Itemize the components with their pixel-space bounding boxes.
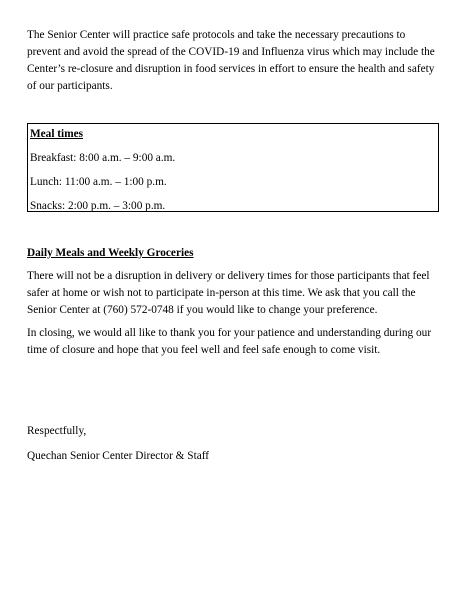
lunch-time: Lunch: 11:00 a.m. – 1:00 p.m. xyxy=(30,176,167,188)
meal-times-heading: Meal times xyxy=(30,128,84,140)
snacks-time: Snacks: 2:00 p.m. – 3:00 p.m. xyxy=(30,200,166,212)
signature: Quechan Senior Center Director & Staff xyxy=(27,450,210,462)
document-page xyxy=(27,27,441,95)
daily-meals-heading: Daily Meals and Weekly Groceries xyxy=(27,247,194,259)
daily-meals-section xyxy=(27,245,441,359)
delivery-paragraph: There will not be a disruption in delivery or delivery times for those participants that feel safer at home or wish not to participate in-person at this time. We ask that you call the Senior Center at (760) 572-0748 if you would like to change your preference. xyxy=(27,270,430,316)
letter-closing xyxy=(27,423,441,465)
closing-paragraph: In closing, we would all like to thank you for your patience and understanding during our time of closure and hope that you feel well and feel safe enough to come visit. xyxy=(27,327,432,356)
breakfast-time: Breakfast: 8:00 a.m. – 9:00 a.m. xyxy=(30,152,176,164)
intro-paragraph: The Senior Center will practice safe protocols and take the necessary precautions to prevent and avoid the spread of the COVID-19 and Influenza virus which may include the Center’s re-closure and disruption in food services in effort to ensure the health and safety of our participants. xyxy=(27,29,435,92)
meal-times-box xyxy=(27,123,439,212)
salutation: Respectfully, xyxy=(27,425,87,437)
